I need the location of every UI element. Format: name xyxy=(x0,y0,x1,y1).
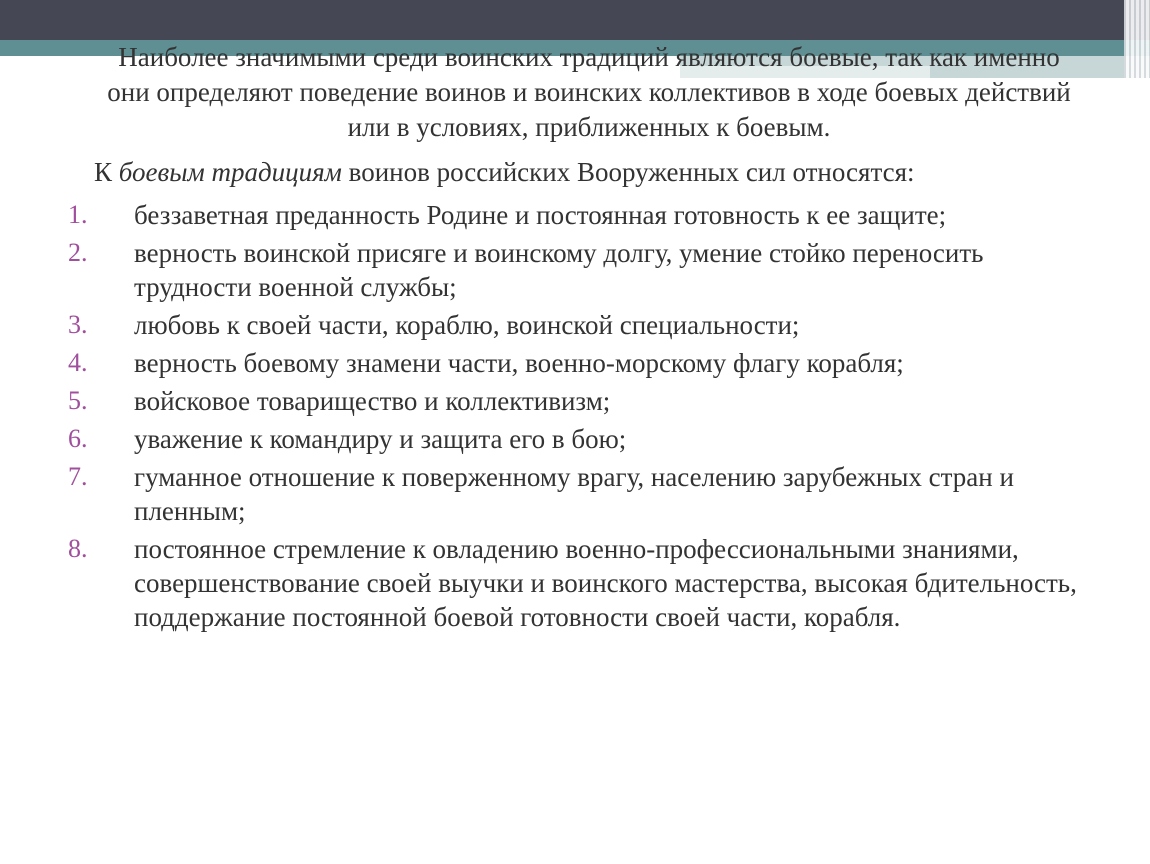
list-item xyxy=(0,384,1084,418)
list-item-number: 3. xyxy=(68,310,88,339)
list-item-text: беззаветная преданность Родине и постоянная готовность к ее защите; xyxy=(134,200,947,230)
lead-suffix: воинов российских Вооруженных сил относятся: xyxy=(341,157,915,187)
list-item-number: 2. xyxy=(68,238,88,267)
list-item-text: постоянное стремление к овладению военно-профессиональными знаниями, совершенствование своей выучки и воинского мастерства, высокая бдительность, поддержание постоянной боевой готовности своей части, корабля. xyxy=(134,534,1077,632)
list-item-number: 4. xyxy=(68,348,88,377)
list-item xyxy=(0,236,1084,304)
lead-emphasis: боевым традициям xyxy=(118,157,342,187)
list-item xyxy=(0,460,1084,528)
lead-prefix: К xyxy=(94,157,119,187)
list-item-text: уважение к командиру и защита его в бою; xyxy=(134,424,627,454)
list-item xyxy=(0,422,1084,456)
list-item xyxy=(0,532,1084,634)
list-item-text: гуманное отношение к поверженному врагу, населению зарубежных стран и пленным; xyxy=(134,462,1014,526)
list-item-text: верность воинской присяге и воинскому долгу, умение стойко переносить трудности военной службы; xyxy=(134,238,984,302)
list-item-number: 1. xyxy=(68,200,88,229)
list-item-text: любовь к своей части, кораблю, воинской специальности; xyxy=(134,310,800,340)
intro-paragraph: Наиболее значимыми среди воинских традиций являются боевые, так как именно они определяют поведение воинов и воинских коллективов в ходе боевых действий или в условиях, приближенных к боевым. xyxy=(107,42,1071,142)
list-item-number: 7. xyxy=(68,462,88,491)
slide-content xyxy=(0,40,1150,638)
slide-top-bar xyxy=(0,0,1150,40)
lead-sentence xyxy=(94,155,1150,190)
list-item-text: верность боевому знамени части, военно-морскому флагу корабля; xyxy=(134,348,904,378)
list-item-number: 8. xyxy=(68,534,88,563)
list-item xyxy=(0,308,1084,342)
traditions-list xyxy=(0,198,1150,634)
list-item xyxy=(0,346,1084,380)
list-item-number: 5. xyxy=(68,386,88,415)
list-item-text: войсковое товарищество и коллективизм; xyxy=(134,386,611,416)
list-item-number: 6. xyxy=(68,424,88,453)
list-item xyxy=(0,198,1084,232)
